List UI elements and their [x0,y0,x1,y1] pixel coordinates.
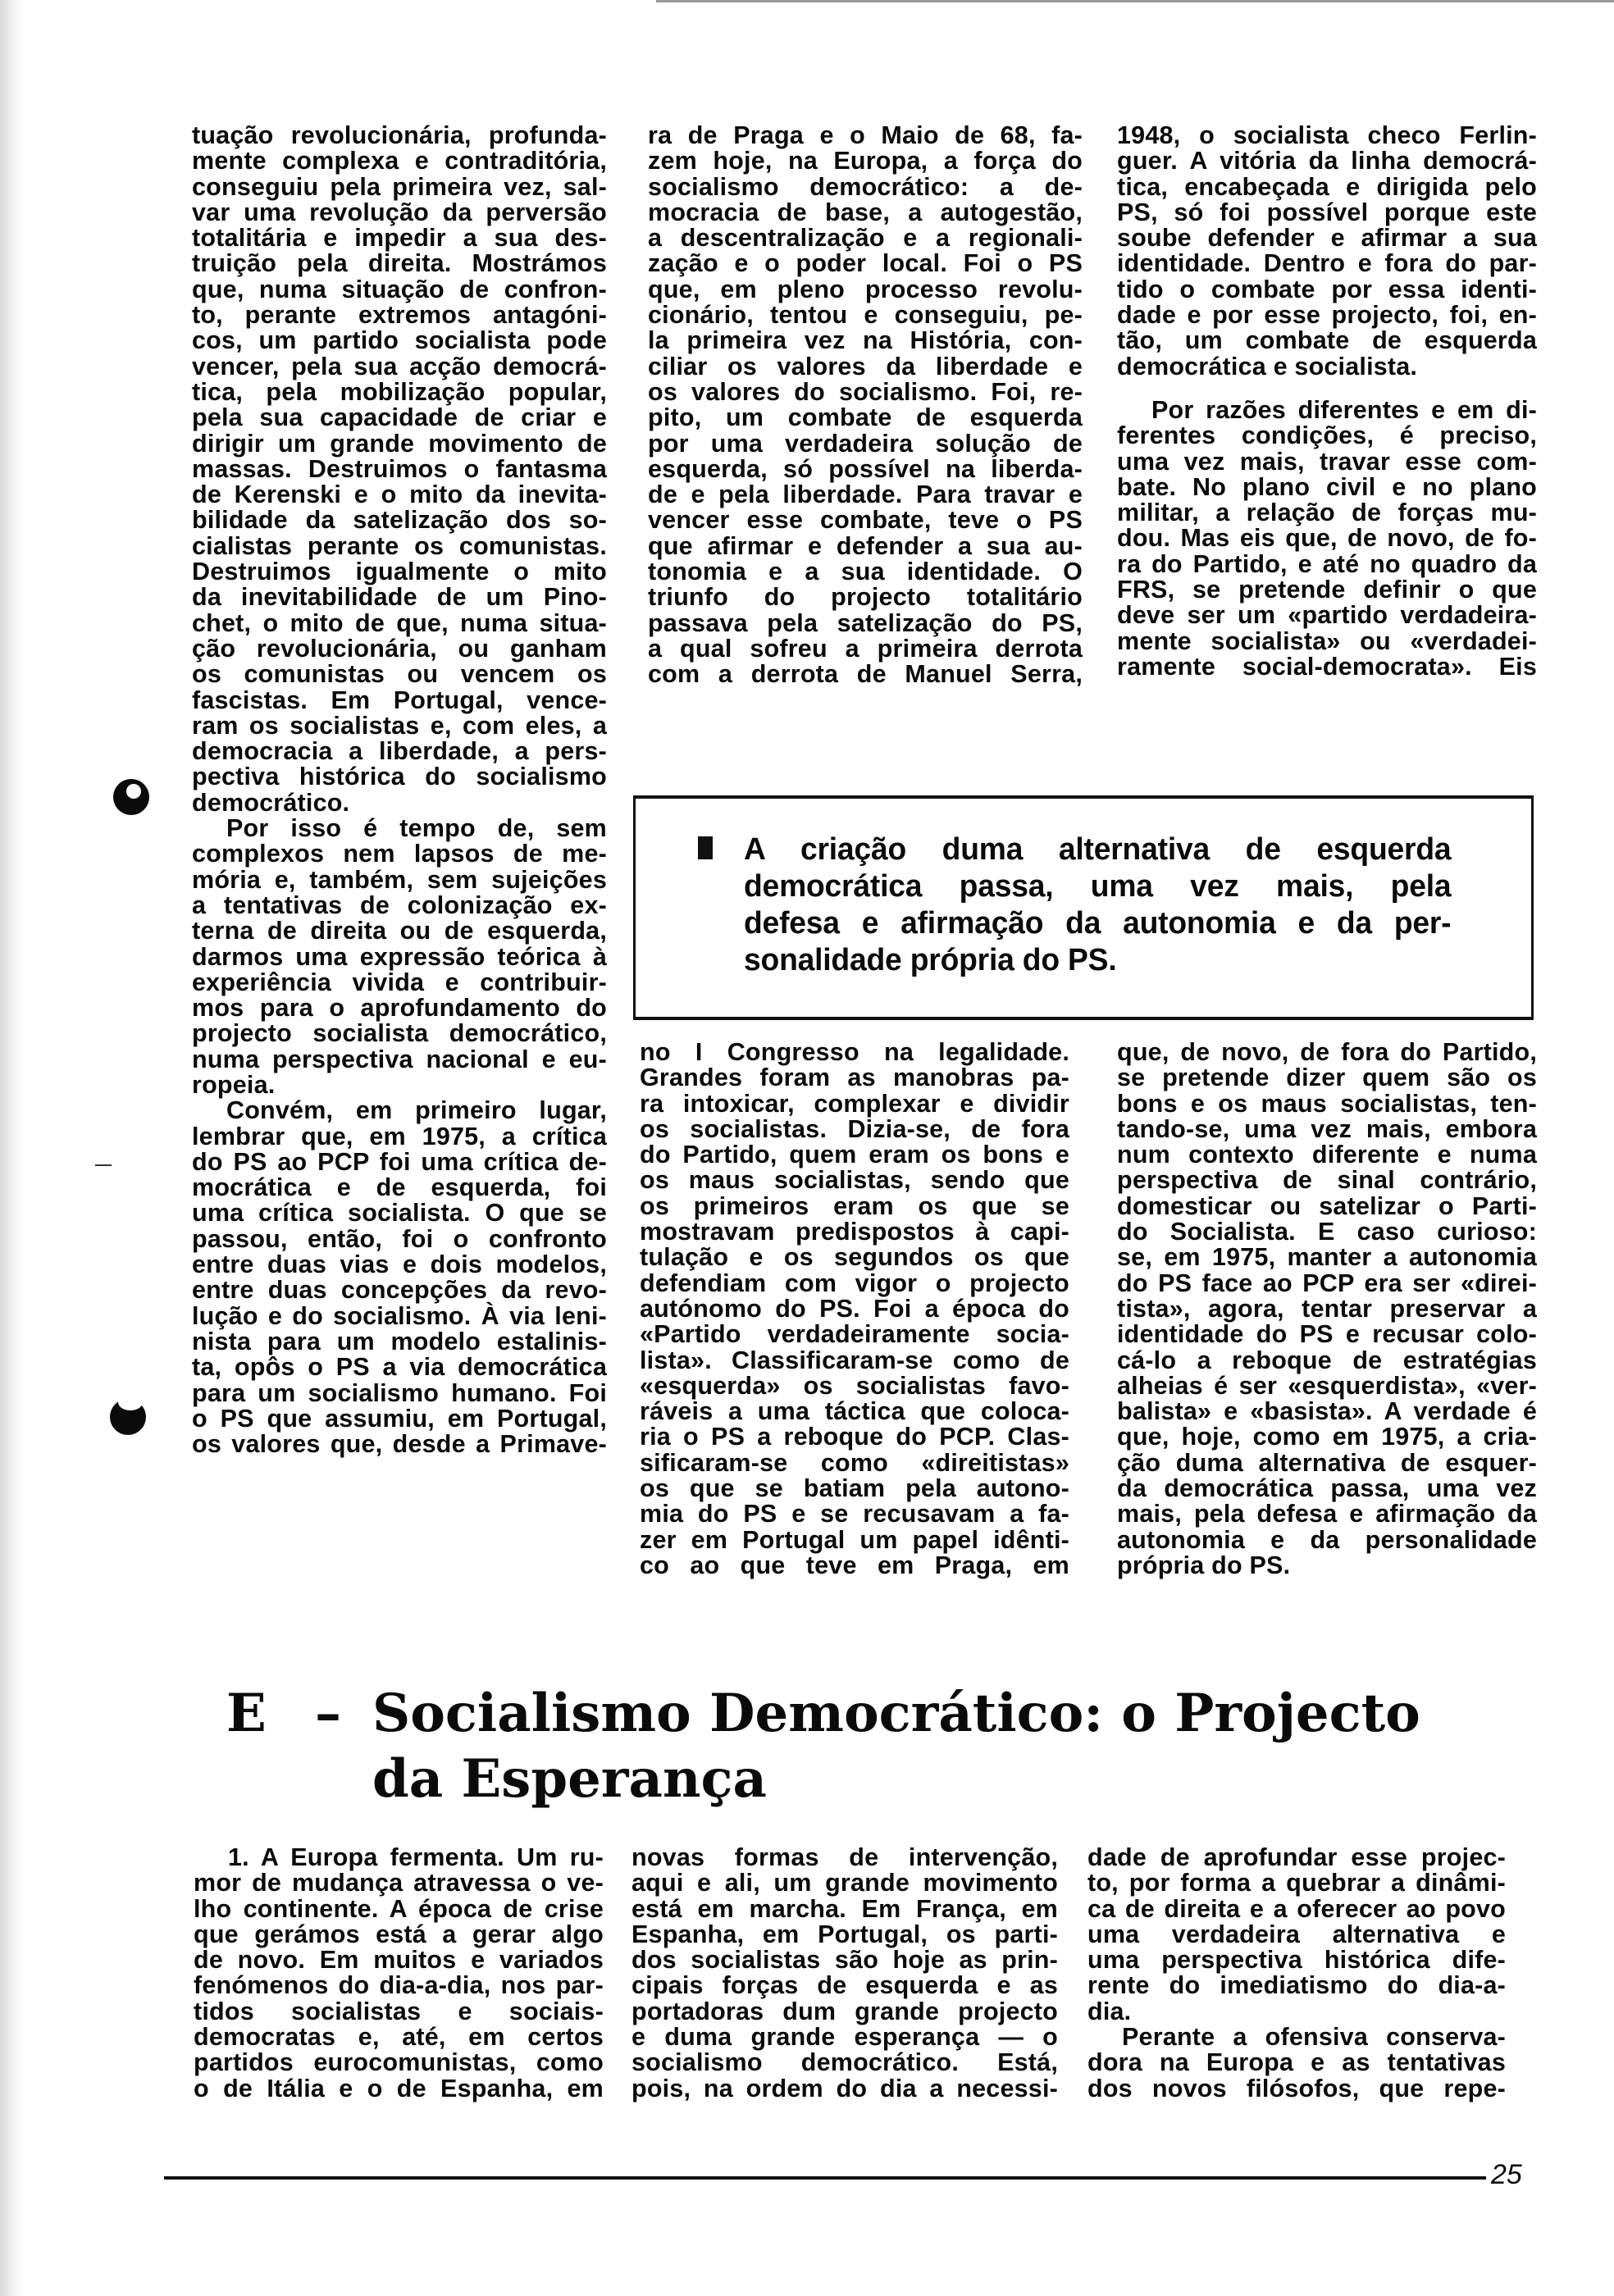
paragraph [1117,123,1537,380]
text-line: tidos socialistas e sociais- [194,1997,604,2025]
text-line: esquerda, só possível na liberda- [648,454,1083,483]
text-line: própria do PS. [1117,1551,1291,1579]
text-line: Espanha, em Portugal, os parti- [631,1920,1058,1948]
text-line: pectiva histórica do socialismo [192,763,607,791]
text-line: uma vez mais, travar esse com- [1117,447,1537,476]
pull-quote-text [744,831,1451,979]
text-line: o PS que assumiu, em Portugal, [192,1404,607,1433]
text-line: sonalidade própria do PS. [744,943,1117,977]
text-line: o de Itália e o de Espanha, em [194,2074,604,2102]
text-line: cialistas perante os comunistas. [192,531,607,560]
text-line: novas formas de intervenção, [631,1843,1058,1871]
text-line: ção revolucionária, ou ganham [192,634,607,663]
text-line: a qual sofreu a primeira derrota [648,634,1083,663]
text-line: que, numa situação de confron- [192,275,607,303]
text-line: guer. A vitória da linha democrá- [1117,147,1537,175]
text-line: ca de direita e a oferecer ao povo [1087,1894,1506,1923]
text-line: que, de novo, de fora do Partido, [1117,1038,1537,1066]
text-line: ra do Partido, e até no quadro da [1117,549,1537,578]
text-line: dos socialistas são hoje as prin- [631,1946,1058,1975]
text-line: que, hoje, como em 1975, a cria- [1117,1423,1537,1451]
text-line: alheias é ser «esquerdista», «ver- [1117,1371,1537,1400]
text-line: mostravam predispostos à capi- [640,1218,1069,1246]
text-line: os comunistas ou vencem os [192,660,607,689]
text-line: bilidade da satelização dos so- [192,506,607,535]
text-line: cá-lo a reboque de estratégias [1117,1346,1537,1374]
text-line: dora na Europa e as tentativas [1087,2048,1506,2077]
text-line: terna de direita ou de esquerda, [192,917,607,945]
text-line: zação e o poder local. Foi o PS [648,249,1083,278]
text-line: entre duas concepções da revo- [192,1276,607,1305]
scan-speck [95,1164,112,1166]
text-line: lução e do socialismo. À via leni- [192,1301,607,1330]
text-line: soube defender e afirmar a sua [1117,224,1537,253]
text-line: dia. [1087,1997,1132,2025]
text-line: pois, na ordem do dia a necessi- [631,2074,1058,2102]
text-line: nista para um modelo estalinis- [192,1327,607,1355]
text-line: mória e, também, sem sujeições [192,865,607,894]
paragraph [631,1845,1058,2102]
footer-rule [164,2176,1486,2180]
paragraph [1087,2025,1506,2102]
text-line: defesa e afirmação da autonomia e da per- [744,906,1452,941]
text-line: ram os socialistas e, com eles, a [192,711,607,740]
text-line: do PS face ao PCP era ser «direi- [1117,1269,1537,1297]
text-line: Grandes foram as manobras pa- [640,1064,1069,1092]
text-line: com a derrota de Manuel Serra, [648,660,1083,689]
text-line: do Socialista. E caso curioso: [1117,1218,1537,1246]
text-line: to, por forma a quebrar a dinâmi- [1087,1869,1506,1897]
top-edge-rule [656,0,1614,2]
text-line: democratas e, até, em certos [194,2023,604,2052]
section-e-column-2 [631,1845,1058,2102]
text-line: mos para o aprofundamento do [192,994,607,1023]
text-line: mia do PS e se recusavam a fa- [640,1500,1069,1528]
text-line: socialismo democrático: a de- [648,172,1083,201]
text-line: tulação e os segundos os que [640,1243,1069,1272]
text-line: mor de mudança atravessa o ve- [194,1869,604,1897]
text-line: identidade do PS e recusar colo- [1117,1320,1537,1349]
text-line: democrática e socialista. [1117,352,1418,380]
text-line: no I Congresso na legalidade. [640,1038,1069,1066]
text-line: por uma verdadeira solução de [648,429,1083,458]
text-line: dos novos filósofos, que repe- [1087,2074,1506,2102]
section-heading [226,1681,1539,1812]
text-line: socialismo democrático. Está, [631,2048,1058,2077]
text-line: da democrática passa, uma vez [1117,1474,1537,1503]
text-line: ferentes condições, é preciso, [1117,421,1537,450]
text-line: lembrar que, em 1975, a crítica [192,1122,607,1150]
text-line: Perante a ofensiva conserva- [1122,2023,1506,2052]
text-line: Destruimos igualmente o mito [192,558,607,586]
text-line: «Partido verdadeiramente socia- [640,1320,1069,1349]
text-line: dade de aprofundar esse projec- [1087,1843,1506,1871]
text-line: está em marcha. Em França, em [631,1894,1058,1923]
paragraph [192,1098,607,1457]
text-line: tando-se, uma vez mais, embora [1117,1114,1537,1143]
text-line: tica, encabeçada e dirigida pelo [1117,172,1537,201]
text-line: democracia a liberdade, a pers- [192,737,607,766]
text-line: ráveis a uma táctica que coloca- [640,1397,1069,1426]
text-line: da inevitabilidade de um Pino- [192,583,607,612]
text-line: rente do imediatismo do dia-a- [1087,1971,1506,2000]
text-line: Convém, em primeiro lugar, [226,1096,607,1125]
text-line: militar, a relação de forças mu- [1117,499,1537,527]
text-line: autonomia e da personalidade [1117,1525,1537,1554]
text-line: uma verdadeira alternativa e [1087,1920,1506,1948]
text-line: ria o PS a reboque do PCP. Clas- [640,1423,1069,1451]
text-line: que gerámos está a gerar algo [194,1920,604,1948]
text-line: mais, pela defesa e afirmação da [1117,1500,1537,1528]
text-line: Por razões diferentes e em di- [1151,395,1537,424]
text-line: perspectiva de sinal contrário, [1117,1166,1537,1195]
text-line: projecto socialista democrático, [192,1019,607,1048]
text-line: lho continente. A época de crise [194,1894,604,1923]
section-dash: – [315,1683,341,1744]
paragraph [192,123,607,816]
text-line: cos, um partido socialista pode [192,326,607,355]
text-line: para um socialismo humano. Foi [192,1378,607,1407]
text-line: os primeiros eram os que se [640,1191,1069,1220]
text-line: mente complexa e contraditória, [192,147,607,175]
text-line: numa perspectiva nacional e eu- [192,1045,607,1073]
text-line: 1948, o socialista checo Ferlin- [1117,121,1537,149]
text-line: tonomia e a sua identidade. O [648,558,1083,586]
text-line: dou. Mas eis que, de novo, de fo- [1117,524,1537,553]
text-line: vencer, pela sua acção democrá- [192,352,607,380]
punch-hole-mark [110,1399,146,1435]
text-line: os valores que, desde a Primave- [192,1430,607,1459]
text-line: darmos uma expressão teórica à [192,942,607,971]
text-line: cionário, tentou e conseguiu, pe- [648,301,1083,330]
text-line: identidade. Dentro e fora do par- [1117,249,1537,278]
text-line: os maus socialistas, sendo que [640,1166,1069,1195]
article-column-1 [192,123,607,1457]
text-line: experiência vivida e contribuir- [192,968,607,996]
text-line: ção duma alternativa de esquer- [1117,1448,1537,1477]
text-line: la primeira vez na História, con- [648,326,1083,355]
text-line: fascistas. Em Portugal, vence- [192,686,607,714]
section-letter: E [226,1683,267,1744]
page-number: 25 [1491,2159,1522,2190]
text-line: var uma revolução da perversão [192,198,607,226]
article-column-3-continued [1117,1040,1537,1578]
text-line: defendiam com vigor o projecto [640,1269,1069,1297]
text-line: domesticar ou satelizar o Parti- [1117,1191,1537,1220]
text-line: portadoras dum grande projecto [631,1997,1058,2025]
text-line: que, em pleno processo revolu- [648,275,1083,303]
paragraph [648,123,1083,688]
text-line: ra intoxicar, complexar e dividir [640,1089,1069,1118]
text-line: passou, então, foi o confronto [192,1224,607,1253]
text-line: complexos nem lapsos de me- [192,840,607,868]
text-line: zem hoje, na Europa, a força do [648,147,1083,175]
text-line: PS, só foi possível porque este [1117,198,1537,226]
section-e-column-3 [1087,1845,1506,2102]
text-line: fenómenos do dia-a-dia, nos par- [194,1971,604,2000]
text-line: sificaram-se como «direitistas» [640,1448,1069,1477]
text-line: autónomo do PS. Foi a época do [640,1294,1069,1323]
text-line: dirigir um grande movimento de [192,429,607,458]
paragraph [1087,1845,1506,2025]
text-line: num contexto diferente e numa [1117,1141,1537,1169]
text-line: democrática passa, uma vez mais, pela [744,869,1452,904]
text-line: aqui e ali, um grande movimento [631,1869,1058,1897]
text-line: de novo. Em muitos e variados [194,1946,604,1975]
text-line: chet, o mito de que, numa situa- [192,608,607,637]
text-line: entre duas vias e dois modelos, [192,1250,607,1279]
text-line: a descentralização e a regionali- [648,224,1083,253]
scan-page-edge [0,0,23,2296]
text-line: balista» e «basista». A verdade é [1117,1397,1537,1426]
text-line: totalitária e impedir a sua des- [192,224,607,253]
paragraph [1117,1040,1537,1578]
article-column-2-continued [640,1040,1069,1578]
article-column-3 [1117,123,1537,680]
text-line: os socialistas. Dizia-se, de fora [640,1114,1069,1143]
article-column-2 [648,123,1083,688]
text-line: massas. Destruimos o fantasma [192,454,607,483]
text-line: ra de Praga e o Maio de 68, fa- [648,121,1083,149]
text-line: truição pela direita. Mostrámos [192,249,607,278]
text-line: co ao que teve em Praga, em [640,1551,1069,1579]
text-line: os que se batiam pela autono- [640,1474,1069,1503]
text-line: de Kerenski e o mito da inevita- [192,481,607,509]
text-line: passava pela satelização do PS, [648,608,1083,637]
text-line: pela sua capacidade de criar e [192,403,607,432]
text-line: ropeia. [192,1070,276,1099]
text-line: mocracia de base, a autogestão, [648,198,1083,226]
paragraph [194,1845,604,2102]
text-line: conseguiu pela primeira vez, sal- [192,172,607,201]
text-line: A criação duma alternativa de esquerda [744,832,1452,867]
text-line: do Partido, quem eram os bons e [640,1141,1069,1169]
text-line: «esquerda» os socialistas favo- [640,1371,1069,1400]
text-line: tido o combate por essa identi- [1117,275,1537,303]
text-line: ta, opôs o PS a via democrática [192,1353,607,1382]
text-line: mente socialista» ou «verdadei- [1117,626,1537,655]
text-line: os valores do socialismo. Foi, re- [648,377,1083,406]
text-line: 1. A Europa fermenta. Um ru- [228,1843,604,1871]
text-line: ramente social-democrata». Eis [1117,652,1537,681]
text-line: cipais forças de esquerda e as [631,1971,1058,2000]
text-line: que afirmar e defender a sua au- [648,531,1083,560]
text-line: democrático. [192,788,350,817]
text-line: tica, pela mobilização popular, [192,377,607,406]
text-line: mocrática e de esquerda, foi [192,1173,607,1202]
text-line: FRS, se pretende definir o que [1117,576,1537,604]
text-line: ciliar os valores da liberdade e [648,352,1083,380]
text-line: bons e os maus socialistas, ten- [1117,1089,1537,1118]
text-line: dade e por esse projecto, foi, en- [1117,301,1537,330]
text-line: pito, um combate de esquerda [648,403,1083,432]
paragraph [1117,395,1537,681]
text-line: de e pela liberdade. Para travar e [648,481,1083,509]
text-line: lista». Classificaram-se como de [640,1346,1069,1374]
pull-quote-box [633,795,1534,1020]
text-line: se, em 1975, manter a autonomia [1117,1243,1537,1272]
text-line: a tentativas de colonização ex- [192,891,607,919]
text-line: partidos eurocomunistas, como [194,2048,604,2077]
text-line: to, perante extremos antagóni- [192,301,607,330]
paragraph [640,1040,1069,1578]
text-line: do PS ao PCP foi uma crítica de- [192,1147,607,1176]
section-e-column-1 [194,1845,604,2102]
text-line: tuação revolucionária, profunda- [192,121,607,149]
paragraph [192,816,607,1098]
text-line: deve ser um «partido verdadeira- [1117,601,1537,630]
text-line: tão, um combate de esquerda [1117,326,1537,355]
text-line: uma perspectiva histórica dife- [1087,1946,1506,1975]
text-line: zer em Portugal um papel idênti- [640,1525,1069,1554]
text-line: uma crítica socialista. O que se [192,1199,607,1228]
text-line: e duma grande esperança — o [631,2023,1058,2052]
punch-hole-mark [113,779,149,815]
text-line: triunfo do projecto totalitário [648,583,1083,612]
text-line: bate. No plano civil e no plano [1117,472,1537,501]
text-line: Por isso é tempo de, sem [226,814,607,843]
text-line: vencer esse combate, teve o PS [648,506,1083,535]
text-line: se pretende dizer quem são os [1117,1064,1537,1092]
square-bullet-icon [698,836,713,859]
section-title-line-1: Socialismo Democrático: o Projecto [372,1683,1420,1744]
section-title-line-2: da Esperança [372,1748,767,1810]
text-line: tista», agora, tentar preservar a [1117,1294,1537,1323]
